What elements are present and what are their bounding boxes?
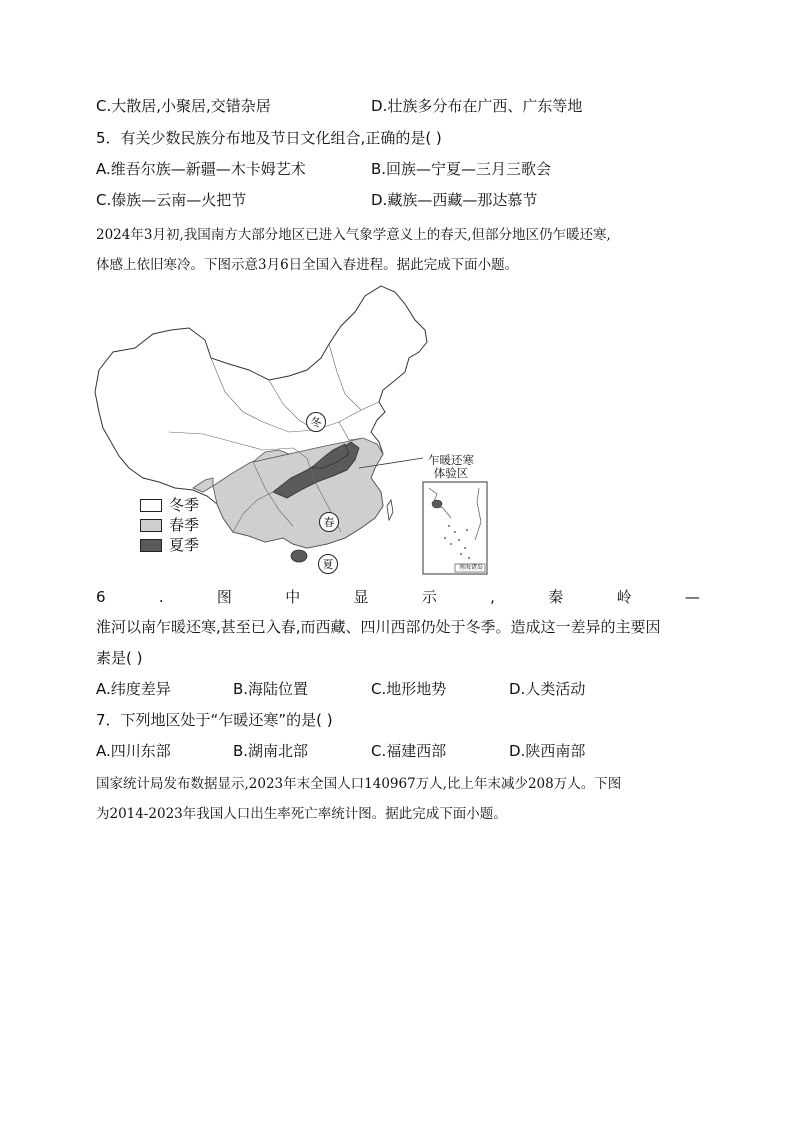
q5-option-d: D.藏族—西藏—那达慕节	[371, 191, 538, 209]
spring-marker: 春	[319, 512, 339, 532]
q6-line1-part: .	[158, 588, 164, 606]
q6-line1-part: 显	[353, 588, 369, 606]
passage2-line1: 国家统计局发布数据显示,2023年末全国人口140967万人,比上年末减少208万人。下图	[96, 776, 622, 792]
q6-line1	[96, 587, 700, 607]
q6-line1-part: 岭	[616, 588, 632, 606]
q5-option-c: C.傣族—云南—火把节	[96, 191, 247, 209]
passage2-line2: 为2014-2023年我国人口出生率死亡率统计图。据此完成下面小题。	[96, 806, 507, 822]
q6-option-a: A.纬度差异	[96, 680, 171, 698]
taiwan-island	[387, 500, 393, 520]
q6-option-c: C.地形地势	[371, 680, 447, 698]
q7-option-d: D.陕西南部	[509, 742, 586, 760]
q7-option-c: C.福建西部	[371, 742, 447, 760]
callout-text-line1: 乍暖还寒	[428, 453, 474, 467]
q6-line1-part: 图	[216, 588, 232, 606]
legend-swatch-winter	[140, 499, 162, 512]
winter-marker: 冬	[306, 412, 326, 432]
q6-line2: 淮河以南乍暖还寒,甚至已入春,而西藏、四川西部仍处于冬季。造成这一差异的主要因	[96, 618, 661, 636]
q6-line1-part: 示	[421, 588, 437, 606]
q6-line1-part: 秦	[548, 588, 564, 606]
inset-box	[423, 482, 487, 574]
spring-progress-map	[93, 282, 495, 580]
china-map-svg	[93, 282, 495, 580]
q4-option-c: C.大散居,小聚居,交错杂居	[96, 97, 271, 115]
q6-option-d: D.人类活动	[509, 680, 586, 698]
passage1-line1: 2024年3月初,我国南方大部分地区已进入气象学意义上的春天,但部分地区仍乍暖还寒,	[96, 227, 611, 243]
q6-line3: 素是( )	[96, 649, 143, 667]
legend-swatch-summer	[140, 539, 162, 552]
hainan-island	[291, 550, 307, 562]
q6-line1-part: 中	[285, 588, 301, 606]
passage1-line2: 体感上依旧寒冷。下图示意3月6日全国入春进程。据此完成下面小题。	[96, 257, 519, 273]
callout-text-line2: 体验区	[433, 466, 469, 480]
q5-option-b: B.回族—宁夏—三月三歌会	[371, 160, 552, 178]
legend-label-spring: 春季	[169, 516, 200, 534]
inset-label: 南海诸岛	[458, 564, 483, 571]
q6-line1-part: 6	[96, 588, 106, 606]
q5-option-a: A.维吾尔族—新疆—木卡姆艺术	[96, 160, 306, 178]
q7-option-a: A.四川东部	[96, 742, 171, 760]
summer-marker: 夏	[318, 554, 338, 574]
legend-label-summer: 夏季	[169, 536, 200, 554]
q6-line1-part: —	[684, 588, 700, 606]
legend-label-winter: 冬季	[169, 496, 200, 514]
q7-stem: 7．下列地区处于“乍暖还寒”的是( )	[96, 711, 333, 729]
q6-line1-part: ,	[490, 588, 495, 606]
q7-option-b: B.湖南北部	[233, 742, 309, 760]
q4-option-d: D.壮族多分布在广西、广东等地	[371, 97, 583, 115]
q5-stem: 5．有关少数民族分布地及节日文化组合,正确的是( )	[96, 129, 442, 147]
q6-option-b: B.海陆位置	[233, 680, 309, 698]
legend-swatch-spring	[140, 519, 162, 532]
